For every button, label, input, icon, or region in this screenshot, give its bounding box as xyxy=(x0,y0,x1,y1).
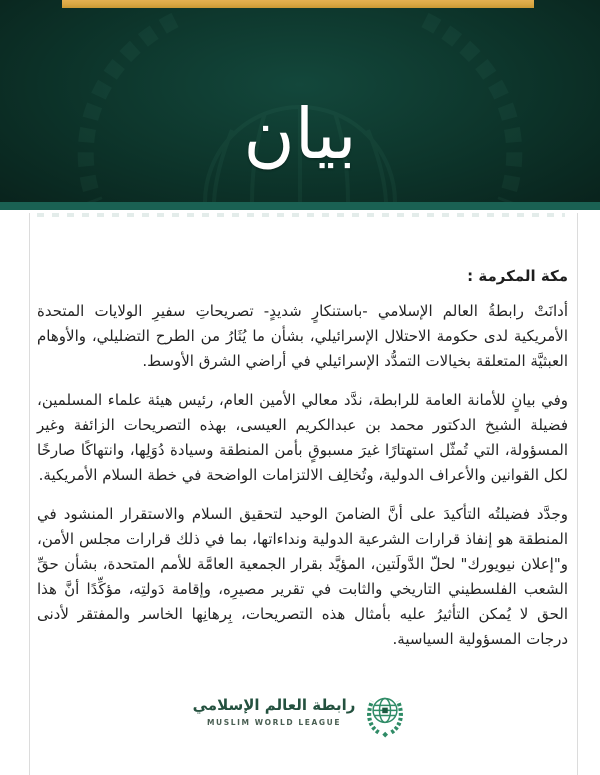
mwl-logo-text xyxy=(193,690,356,727)
teal-divider xyxy=(0,202,600,210)
mwl-logo-arabic-name: رابطة العالم الإسلامي xyxy=(192,696,356,714)
statement-paragraph-1: أدانَتْ رابطةُ العالم الإسلامي -باستنكارٍ شديدٍ- تصريحاتِ سفيرِ الولايات المتحدة الأمريكية لدى حكومة الاحتلال الإسرائيلي، بشأن ما يُثَارُ من الطرح التضليلي، والأوهام العبثيَّة المتعلقة بخيالات التمدُّد الإسرائيلي في أراضي الشرق الأوسط. xyxy=(37,302,568,370)
statement-paragraph-2: وفي بيانٍ للأمانة العامة للرابطة، ندَّد معالي الأمين العام، رئيس هيئة علماء المسلمين، فضيلة الشيخ الدكتور محمد بن عبدالكريم العيسى، بهذه التصريحات الزائفة وغير المسؤولة، التي تُمثّل استهتارًا غيرَ مسبوقٍ بأمن المنطقة وسيادة دُوَلِها، وانتهاكًا صارخًا لكل القوانين والأعراف الدولية، وتُخالِف الالتزامات الواضحة في خطة السلام الأمريكية. xyxy=(37,391,568,484)
header-banner xyxy=(0,0,600,202)
statement-paragraph-3: وجدَّد فضيلتُه التأكيدَ على أنَّ الضامنَ الوحيد لتحقيق السلام والاستقرار المنشود في المنطقة هو إنفاذ قرارات الشرعية الدولية ونداءاتها، بما في ذلك قرارات مجلس الأمن، و"إعلان نيويورك" لحلّ الدَّولَتين، المؤيَّد بقرار الجمعية العامَّة للأمم المتحدة، بشأن حقِّ الشعب الفلسطيني التاريخي والثابت في تقرير مصيرِه، وإقامة دَولتِه، مؤكِّدًا أنَّ هذا الحق لا يُمكن التأثيرُ عليه بأمثال هذه التصريحات، بِرهانِها الخاسر والمفتقر لأدنى درجات المسؤولية السياسية. xyxy=(37,505,568,648)
statement-title-calligraphy: بيان xyxy=(243,93,357,175)
mwl-logo-english-name: MUSLIM WORLD LEAGUE xyxy=(206,718,342,727)
dashed-texture xyxy=(37,213,565,217)
mwl-logo xyxy=(0,690,600,740)
statement-content xyxy=(37,267,570,652)
dateline-location: مكة المكرمة : xyxy=(467,267,568,285)
mwl-globe-wreath-emblem-icon xyxy=(363,690,407,740)
